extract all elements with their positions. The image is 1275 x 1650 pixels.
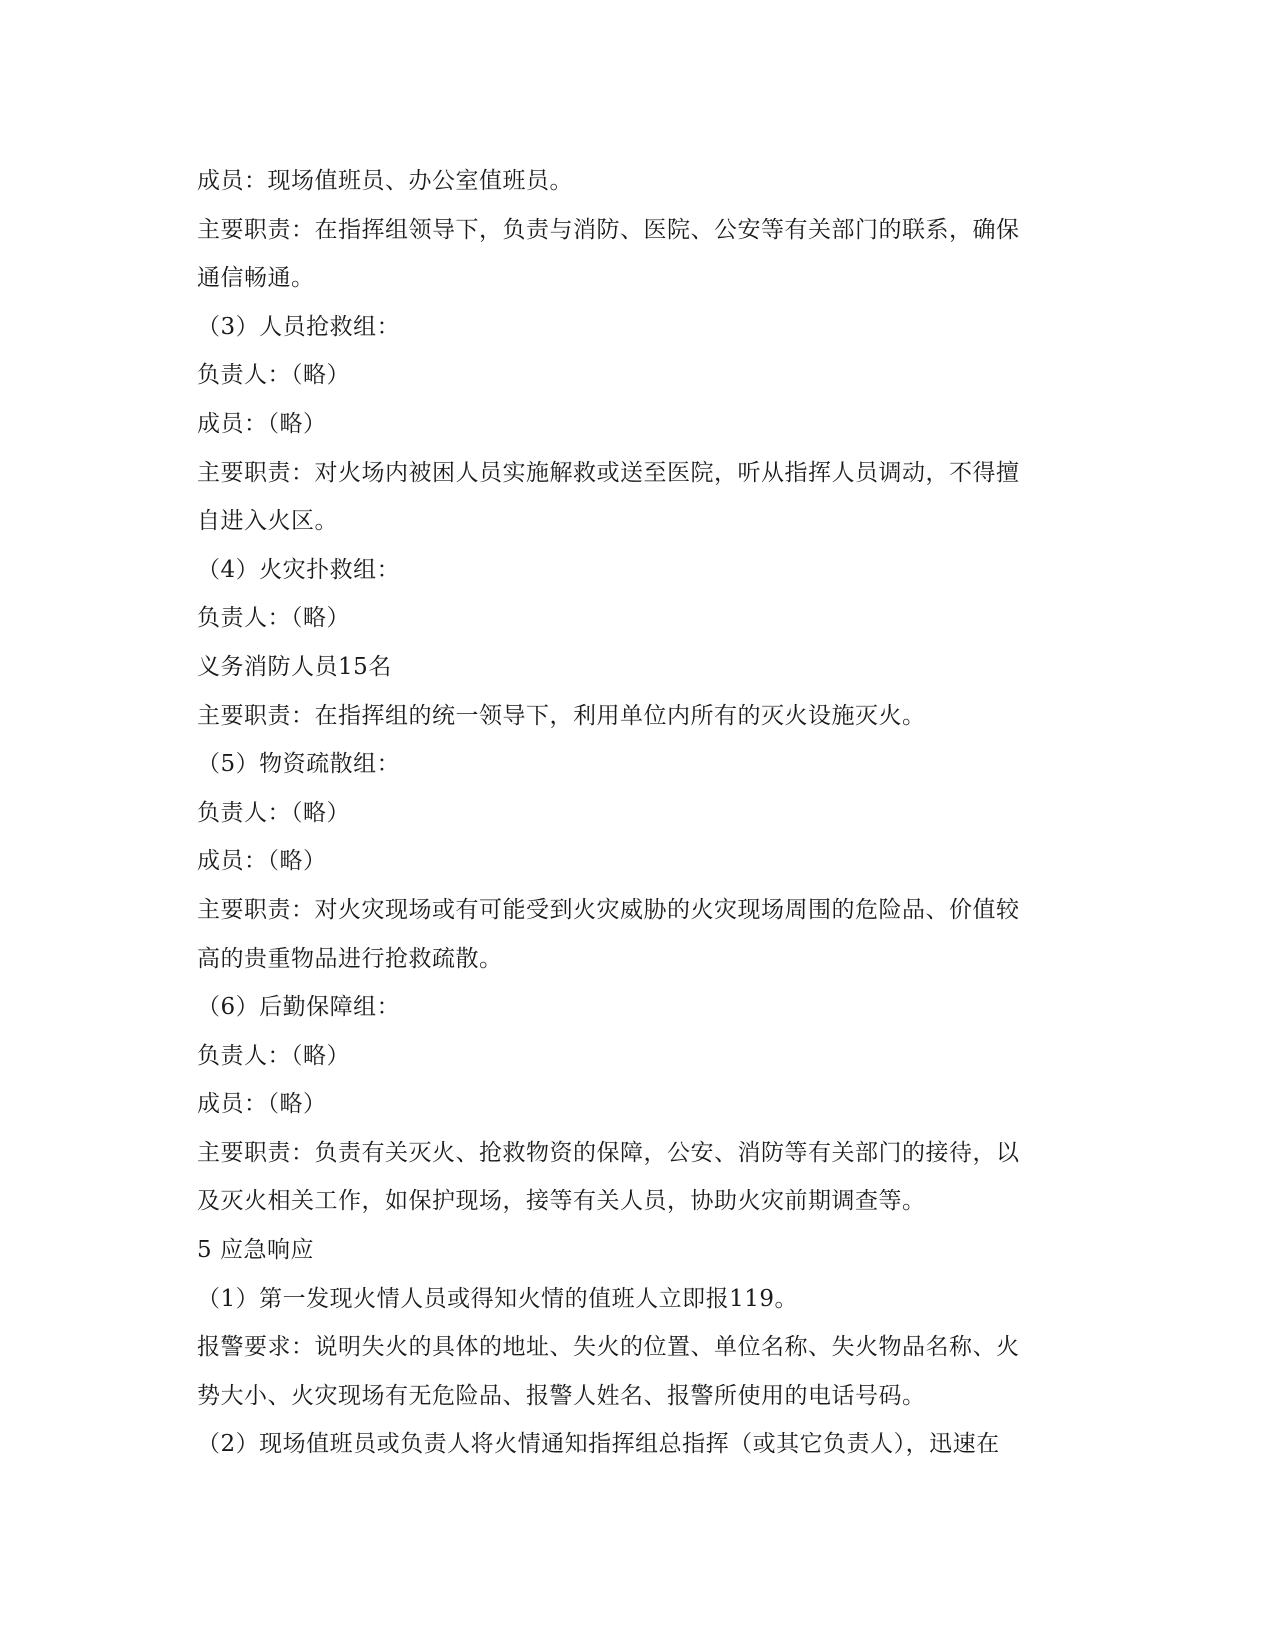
- text-line: 及灭火相关工作，如保护现场，接等有关人员，协助火灾前期调查等。: [197, 1188, 926, 1215]
- text-line: 高的贵重物品进行抢救疏散。: [197, 945, 503, 972]
- document-body: [197, 157, 1077, 1469]
- section-heading: （5）物资疏散组：: [197, 751, 401, 778]
- text-line: 成员：（略）: [197, 410, 327, 437]
- section-heading: （6）后勤保障组：: [197, 994, 401, 1021]
- text-line: 主要职责：在指挥组领导下，负责与消防、医院、公安等有关部门的联系，确保: [197, 216, 1020, 243]
- text-line: 负责人：（略）: [197, 362, 350, 389]
- text-line: 主要职责：对火场内被困人员实施解救或送至医院，听从指挥人员调动，不得擅: [197, 459, 1020, 486]
- section-heading: （3）人员抢救组：: [197, 313, 401, 340]
- text-line: 成员：现场值班员、办公室值班员。: [197, 168, 573, 194]
- section-heading: （4）火灾扑救组：: [197, 556, 401, 583]
- text-line: 通信畅通。: [197, 265, 315, 292]
- text-line: 主要职责：对火灾现场或有可能受到火灾威胁的火灾现场周围的危险品、价值较: [197, 896, 1020, 923]
- text-line: 主要职责：负责有关灭火、抢救物资的保障，公安、消防等有关部门的接待，以: [197, 1139, 1020, 1166]
- text-line: 自进入火区。: [197, 508, 338, 535]
- text-line: （2）现场值班员或负责人将火情通知指挥组总指挥（或其它负责人），迅速在: [197, 1431, 1000, 1458]
- chapter-heading: 5 应急响应: [197, 1237, 314, 1264]
- text-line: 负责人：（略）: [197, 1042, 350, 1069]
- text-line: 势大小、火灾现场有无危险品、报警人姓名、报警所使用的电话号码。: [197, 1382, 926, 1409]
- text-line: 义务消防人员15名: [197, 653, 392, 680]
- text-line: 主要职责：在指挥组的统一领导下，利用单位内所有的灭火设施灭火。: [197, 702, 926, 729]
- text-line: 成员：（略）: [197, 1091, 327, 1118]
- text-line: （1）第一发现火情人员或得知火情的值班人立即报119。: [197, 1285, 799, 1312]
- text-line: 负责人：（略）: [197, 605, 350, 632]
- text-line: 成员：（略）: [197, 848, 327, 875]
- text-line: 报警要求：说明失火的具体的地址、失火的位置、单位名称、失火物品名称、火: [197, 1334, 1020, 1361]
- text-line: 负责人：（略）: [197, 799, 350, 826]
